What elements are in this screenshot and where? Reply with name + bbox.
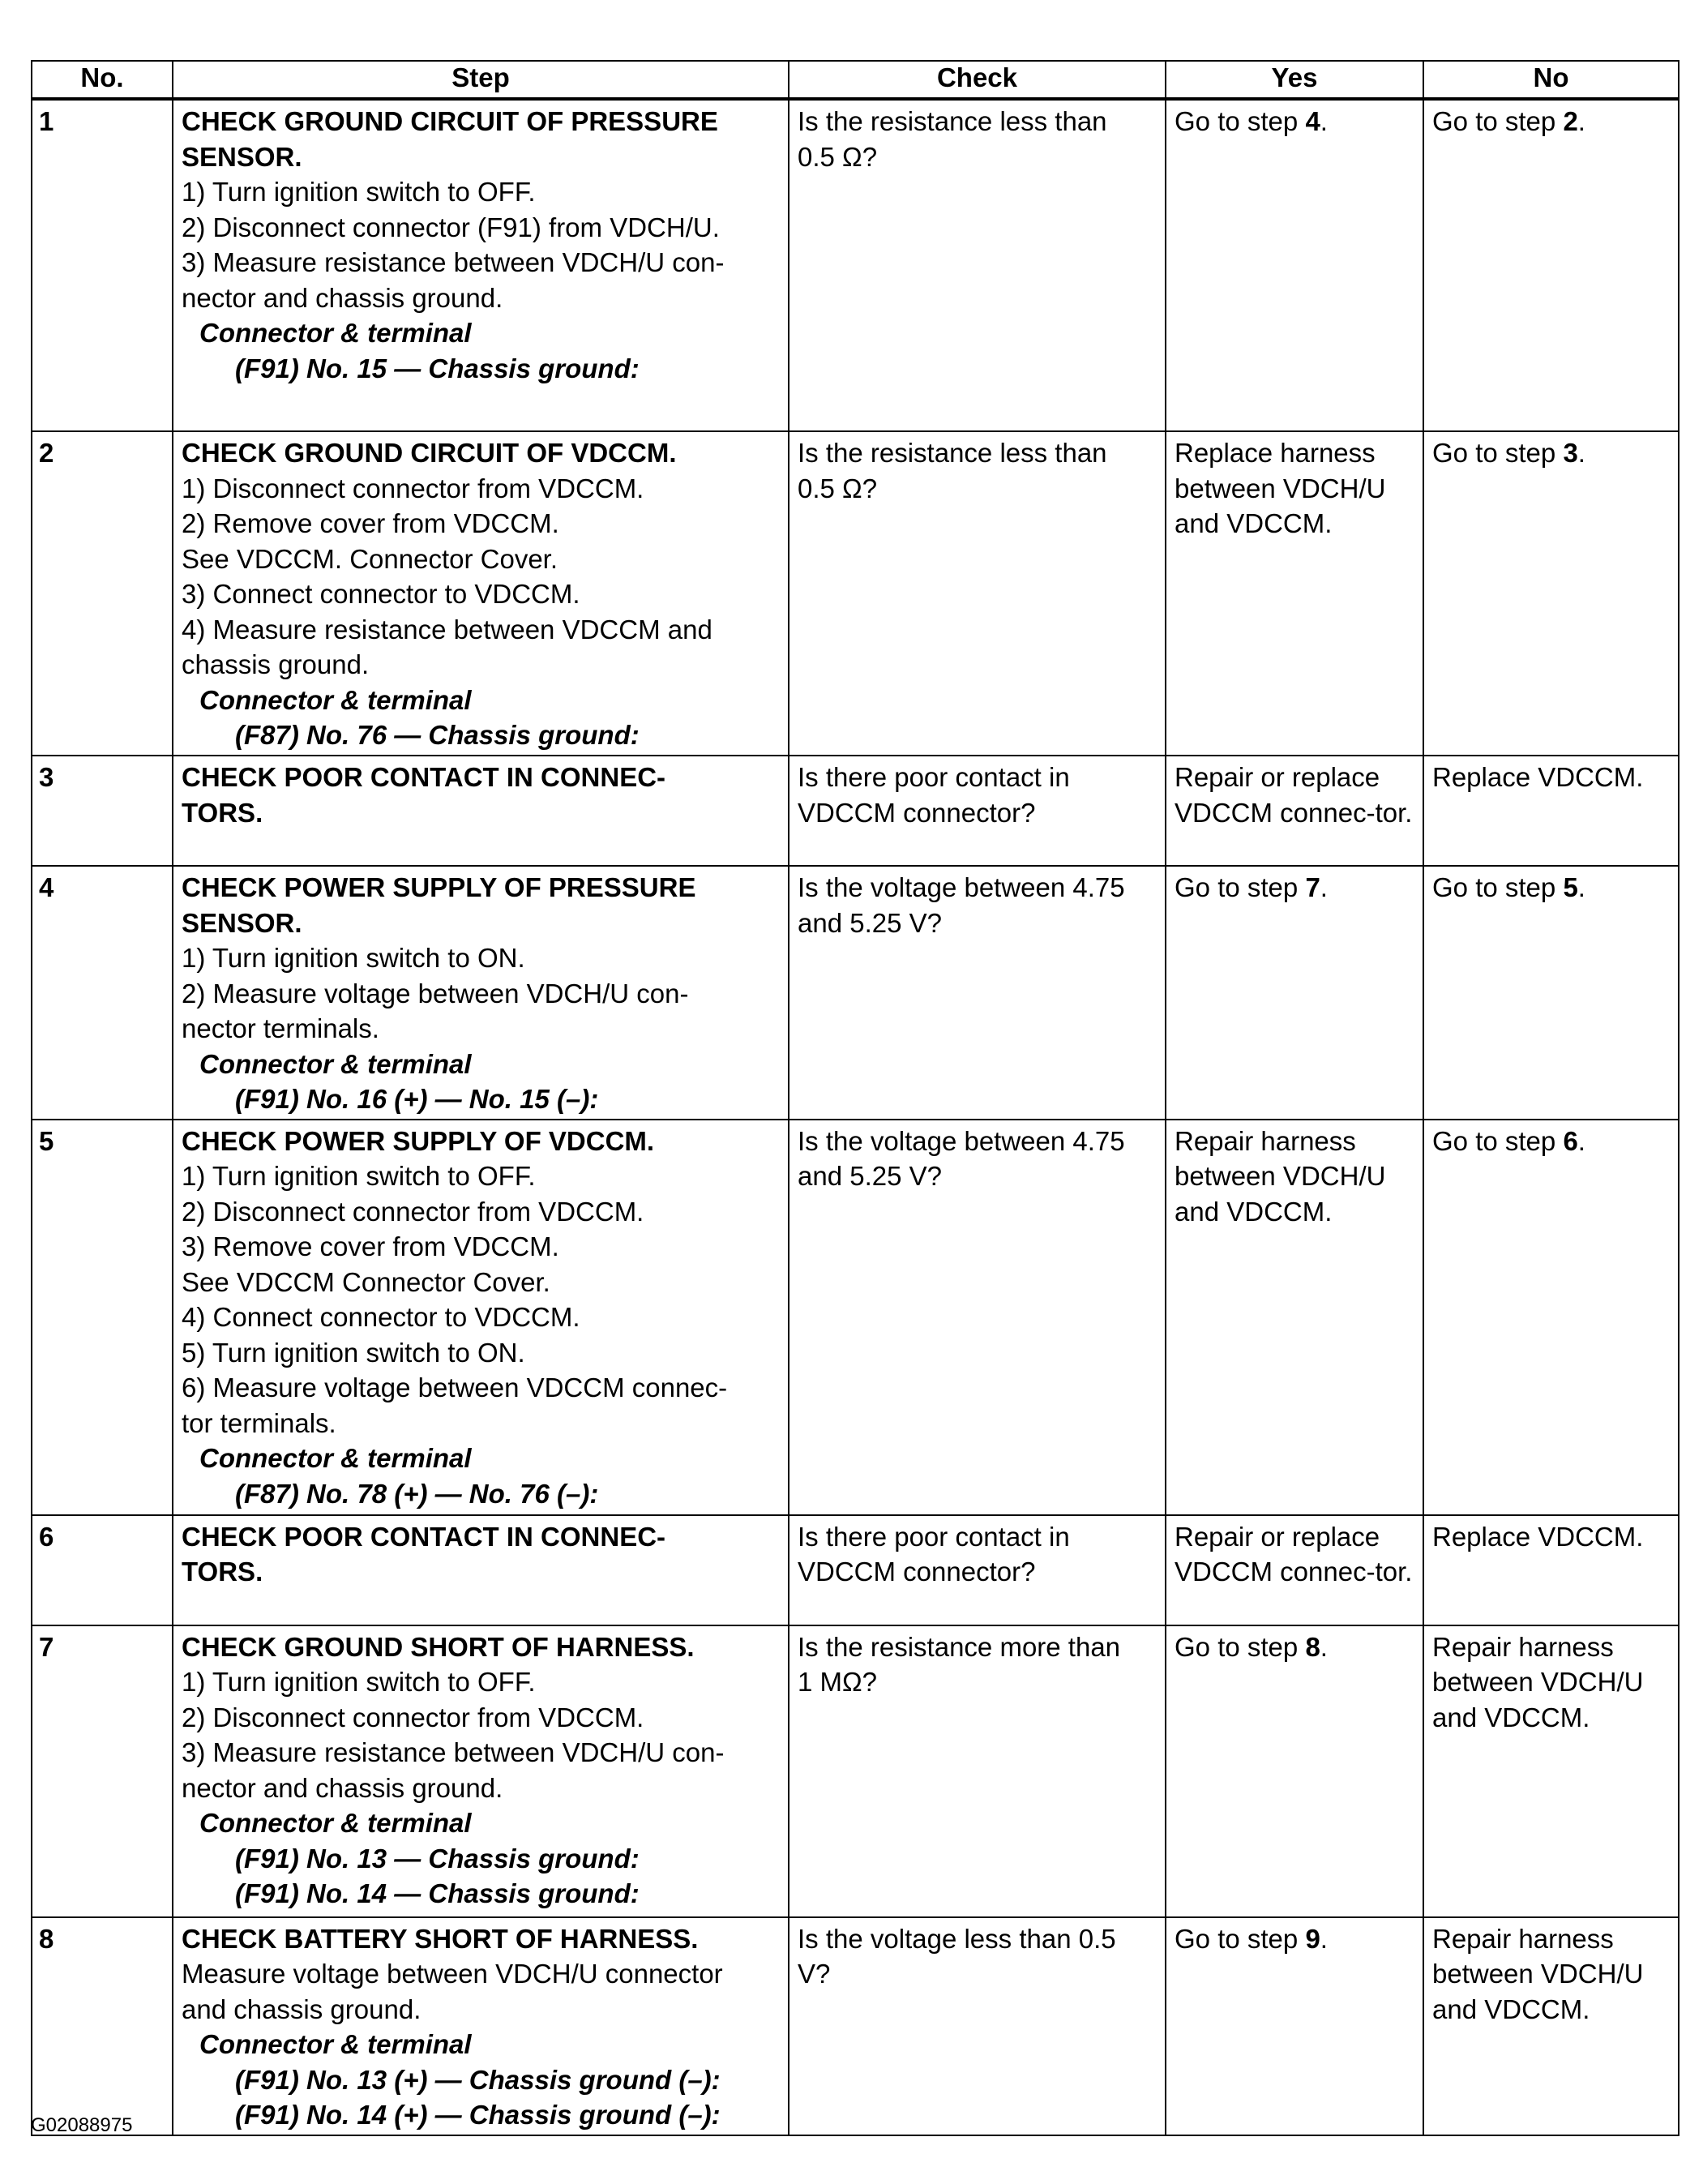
step-ref: 5 — [1563, 872, 1578, 902]
no-text: Repair harness between VDCH/U and VDCCM. — [1432, 1923, 1644, 2024]
check-question: VDCCM connector? — [798, 797, 1036, 828]
step-instruction: 2) Disconnect connector (F91) from VDCH/U. — [182, 212, 720, 242]
yes-cell — [1166, 431, 1423, 756]
step-cell — [173, 1120, 789, 1515]
step-number: 5 — [32, 1120, 173, 1515]
step-cell — [173, 756, 789, 866]
step-title: SENSOR. — [182, 907, 302, 938]
check-question: Is the voltage between 4.75 — [798, 872, 1125, 902]
check-cell — [789, 99, 1166, 431]
yes-cell — [1166, 1625, 1423, 1917]
check-question: Is there poor contact in — [798, 1521, 1070, 1552]
step-instruction: 1) Disconnect connector from VDCCM. — [182, 473, 644, 503]
step-instruction: 4) Connect connector to VDCCM. — [182, 1302, 580, 1332]
connector-label: Connector & terminal — [199, 1048, 472, 1079]
yes-cell — [1166, 756, 1423, 866]
table-row — [32, 1625, 1679, 1917]
step-instruction: 4) Measure resistance between VDCCM and — [182, 614, 712, 644]
step-ref: 2 — [1563, 106, 1578, 136]
step-instruction: 2) Remove cover from VDCCM. — [182, 508, 559, 538]
step-instruction: tor terminals. — [182, 1407, 336, 1438]
yes-text: Repair or replace VDCCM connec-tor. — [1175, 1521, 1413, 1587]
check-question: 0.5 Ω? — [798, 141, 878, 172]
check-question: and 5.25 V? — [798, 1161, 942, 1191]
step-number: 8 — [32, 1917, 173, 2135]
step-instruction: 2) Disconnect connector from VDCCM. — [182, 1196, 644, 1227]
terminal-spec: (F87) No. 78 (+) — No. 76 (–): — [235, 1478, 599, 1509]
header-check: Check — [789, 61, 1166, 99]
yes-cell — [1166, 99, 1423, 431]
table-row — [32, 99, 1679, 431]
step-number: 6 — [32, 1515, 173, 1625]
yes-cell — [1166, 1120, 1423, 1515]
check-question: Is the resistance less than — [798, 438, 1107, 468]
document-code: G02088975 — [31, 2114, 133, 2136]
check-question: Is the resistance less than — [798, 106, 1107, 136]
step-title: SENSOR. — [182, 141, 302, 172]
step-instruction: 1) Turn ignition switch to OFF. — [182, 177, 536, 207]
step-cell — [173, 1625, 789, 1917]
step-title: CHECK POOR CONTACT IN CONNEC- — [182, 1521, 666, 1552]
check-question: V? — [798, 1959, 831, 1989]
step-title: CHECK POWER SUPPLY OF PRESSURE — [182, 872, 696, 902]
step-instruction: 5) Turn ignition switch to ON. — [182, 1337, 525, 1368]
check-cell — [789, 866, 1166, 1120]
yes-text: Go to step — [1175, 1923, 1306, 1954]
step-cell — [173, 99, 789, 431]
step-instruction: nector and chassis ground. — [182, 282, 503, 313]
step-ref: 3 — [1563, 438, 1578, 468]
step-instruction: chassis ground. — [182, 649, 370, 679]
step-title: CHECK GROUND CIRCUIT OF VDCCM. — [182, 438, 677, 468]
punctuation: . — [1320, 1923, 1328, 1954]
step-title: TORS. — [182, 1557, 263, 1587]
connector-label: Connector & terminal — [199, 318, 472, 348]
punctuation: . — [1320, 872, 1328, 902]
yes-text: Repair harness between VDCH/U and VDCCM. — [1175, 1125, 1386, 1227]
table-row — [32, 1515, 1679, 1625]
table-row — [32, 1120, 1679, 1515]
table-row — [32, 431, 1679, 756]
step-number: 4 — [32, 866, 173, 1120]
terminal-spec: (F91) No. 13 — Chassis ground: — [235, 1843, 640, 1874]
punctuation: . — [1577, 872, 1585, 902]
no-cell — [1423, 431, 1679, 756]
no-text: Go to step — [1432, 438, 1564, 468]
step-instruction: 1) Turn ignition switch to OFF. — [182, 1161, 536, 1191]
terminal-spec: (F87) No. 76 — Chassis ground: — [235, 720, 640, 750]
check-cell — [789, 756, 1166, 866]
step-cell — [173, 866, 789, 1120]
yes-text: Repair or replace VDCCM connec-tor. — [1175, 762, 1413, 828]
punctuation: . — [1320, 1631, 1328, 1662]
no-text: Go to step — [1432, 872, 1564, 902]
step-instruction: nector terminals. — [182, 1013, 379, 1043]
step-title: CHECK GROUND SHORT OF HARNESS. — [182, 1631, 695, 1662]
header-no: No. — [32, 61, 173, 99]
header-no-result: No — [1423, 61, 1679, 99]
check-question: Is the resistance more than — [798, 1631, 1121, 1662]
step-instruction: See VDCCM Connector Cover. — [182, 1266, 550, 1297]
yes-text: Go to step — [1175, 1631, 1306, 1662]
step-ref: 8 — [1305, 1631, 1320, 1662]
terminal-spec: (F91) No. 16 (+) — No. 15 (–): — [235, 1084, 599, 1114]
step-instruction: 1) Turn ignition switch to ON. — [182, 943, 525, 973]
step-ref: 6 — [1563, 1125, 1578, 1156]
step-instruction: 3) Connect connector to VDCCM. — [182, 579, 580, 609]
check-cell — [789, 1625, 1166, 1917]
check-question: Is the voltage between 4.75 — [798, 1125, 1125, 1156]
yes-text: Go to step — [1175, 106, 1306, 136]
step-number: 2 — [32, 431, 173, 756]
yes-cell — [1166, 1917, 1423, 2135]
no-cell — [1423, 1120, 1679, 1515]
punctuation: . — [1577, 106, 1585, 136]
connector-label: Connector & terminal — [199, 1443, 472, 1473]
step-number: 3 — [32, 756, 173, 866]
connector-label: Connector & terminal — [199, 2029, 472, 2059]
step-instruction: Measure voltage between VDCH/U connector — [182, 1959, 723, 1989]
punctuation: . — [1320, 106, 1328, 136]
step-instruction: 2) Disconnect connector from VDCCM. — [182, 1702, 644, 1732]
no-text: Go to step — [1432, 1125, 1564, 1156]
no-text: Go to step — [1432, 106, 1564, 136]
step-instruction: 3) Measure resistance between VDCH/U con- — [182, 1737, 725, 1767]
diagnosis-table — [31, 60, 1679, 2136]
table-row — [32, 756, 1679, 866]
step-title: CHECK POOR CONTACT IN CONNEC- — [182, 762, 666, 792]
step-instruction: 2) Measure voltage between VDCH/U con- — [182, 978, 689, 1008]
step-ref: 4 — [1305, 106, 1320, 136]
step-instruction: 1) Turn ignition switch to OFF. — [182, 1667, 536, 1697]
check-cell — [789, 1917, 1166, 2135]
header-step: Step — [173, 61, 789, 99]
no-text: Replace VDCCM. — [1432, 1521, 1644, 1552]
check-question: Is the voltage less than 0.5 — [798, 1923, 1116, 1954]
step-instruction: See VDCCM. Connector Cover. — [182, 543, 558, 574]
terminal-spec: (F91) No. 14 (+) — Chassis ground (–): — [235, 2100, 721, 2130]
step-ref: 9 — [1305, 1923, 1320, 1954]
check-question: and 5.25 V? — [798, 907, 942, 938]
table-row — [32, 1917, 1679, 2135]
no-text: Repair harness between VDCH/U and VDCCM. — [1432, 1631, 1644, 1732]
step-title: CHECK GROUND CIRCUIT OF PRESSURE — [182, 106, 718, 136]
step-instruction: 3) Measure resistance between VDCH/U con- — [182, 247, 725, 277]
check-cell — [789, 1120, 1166, 1515]
check-question: 1 MΩ? — [798, 1667, 878, 1697]
no-text: Replace VDCCM. — [1432, 762, 1644, 792]
check-question: Is there poor contact in — [798, 762, 1070, 792]
no-cell — [1423, 1515, 1679, 1625]
step-number: 1 — [32, 99, 173, 431]
step-number: 7 — [32, 1625, 173, 1917]
no-cell — [1423, 99, 1679, 431]
step-cell — [173, 1917, 789, 2135]
step-instruction: 3) Remove cover from VDCCM. — [182, 1231, 559, 1261]
step-instruction: nector and chassis ground. — [182, 1772, 503, 1803]
connector-label: Connector & terminal — [199, 1808, 472, 1838]
table-body — [32, 99, 1679, 2135]
terminal-spec: (F91) No. 15 — Chassis ground: — [235, 353, 640, 383]
check-question: 0.5 Ω? — [798, 473, 878, 503]
no-cell — [1423, 756, 1679, 866]
step-cell — [173, 1515, 789, 1625]
yes-text: Replace harness between VDCH/U and VDCCM. — [1175, 438, 1386, 538]
no-cell — [1423, 1917, 1679, 2135]
yes-cell — [1166, 866, 1423, 1120]
step-cell — [173, 431, 789, 756]
yes-text: Go to step — [1175, 872, 1306, 902]
connector-label: Connector & terminal — [199, 684, 472, 715]
header-yes: Yes — [1166, 61, 1423, 99]
step-title: TORS. — [182, 797, 263, 828]
punctuation: . — [1577, 438, 1585, 468]
table-row — [32, 866, 1679, 1120]
step-title: CHECK POWER SUPPLY OF VDCCM. — [182, 1125, 655, 1156]
yes-cell — [1166, 1515, 1423, 1625]
check-question: VDCCM connector? — [798, 1557, 1036, 1587]
check-cell — [789, 431, 1166, 756]
no-cell — [1423, 1625, 1679, 1917]
step-instruction: and chassis ground. — [182, 1993, 421, 2024]
no-cell — [1423, 866, 1679, 1120]
step-ref: 7 — [1305, 872, 1320, 902]
terminal-spec: (F91) No. 13 (+) — Chassis ground (–): — [235, 2064, 721, 2095]
punctuation: . — [1577, 1125, 1585, 1156]
check-cell — [789, 1515, 1166, 1625]
step-title: CHECK BATTERY SHORT OF HARNESS. — [182, 1923, 699, 1954]
step-instruction: 6) Measure voltage between VDCCM connec- — [182, 1372, 728, 1402]
terminal-spec: (F91) No. 14 — Chassis ground: — [235, 1878, 640, 1908]
table-header-row — [32, 61, 1679, 99]
